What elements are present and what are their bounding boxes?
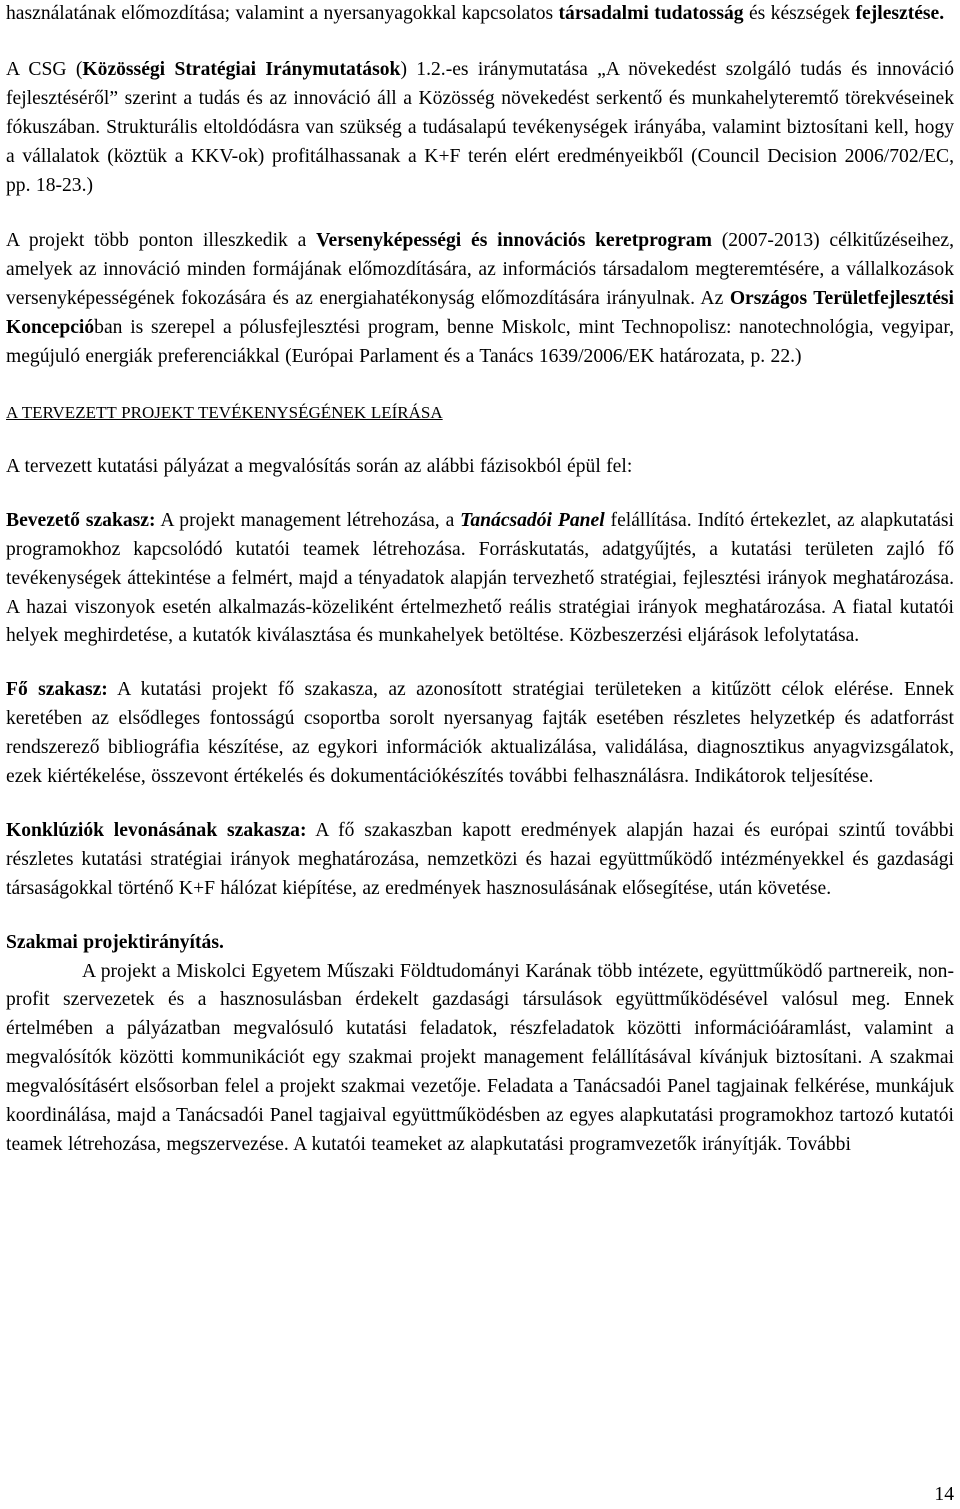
document-page: [6, 0, 954, 1160]
paragraph-conclusion-phase: Konklúziók levonásának szakasza: A fő szakaszban kapott eredmények alapján hazai és európai szintű további részletes kutatási stratégiai irányok meghatározása, nemzetközi és hazai együttműködő intézményekkel és gazdasági társaságokkal történő K+F hálózat kiépítése, az eredmények hasznosulásának elősegítése, után követése.: [6, 819, 954, 899]
bold-phrase: társadalmi tudatosság: [558, 3, 744, 24]
bold-italic-phrase: Tanácsadói Panel: [460, 509, 605, 531]
paragraph-competitiveness: A projekt több ponton illeszkedik a Versenyképességi és innovációs keretprogram (2007-2013) célkitűzéseihez, amelyek az innováció minden formájának előmozdítására, az információs társadalom megteremtésére, a vállalkozások versenyképességének fokozására és az energiahatékonyság előmozdítására irányulnak. Az Országos Területfejlesztési Koncepcióban is szerepel a pólusfejlesztési program, benne Miskolc, mint Technopolisz: nanotechnológia, vegyipar, megújuló energiák preferenciákkal (Európai Parlament és a Tanács 1639/2006/EK határozata, p. 22.): [6, 230, 955, 368]
bold-label: Fő szakasz:: [6, 679, 108, 701]
bold-phrase: Versenyképességi és innovációs keretprogram: [316, 230, 712, 252]
bold-phrase: fejlesztése.: [855, 3, 945, 24]
bold-phrase: Országos Területfejlesztési Koncepció: [6, 288, 954, 339]
paragraph-phases-intro: A tervezett kutatási pályázat a megvalósítás során az alábbi fázisokból épül fel:: [6, 455, 633, 477]
bold-label: Bevezető szakasz:: [6, 509, 156, 531]
paragraph-project-management: A projekt a Miskolci Egyetem Műszaki Földtudományi Karának több intézete, együttműködő partnereik, non-profit szervezetek és a hasznosulásban érdekelt gazdasági társulások együttműködésével valósul meg. Ennek értelmében a pályázatban megvalósuló kutatási feladatok, részfeladatok közötti információáramlást, valamint a megvalósítók közötti kommunikációt egy szakmai projekt management felállításával kívánjuk biztosítani. A szakmai megvalósításért elsősorban felel a projekt szakmai vezetője. Feladata a Tanácsadói Panel tagjainak felkérése, munkájuk koordinálása, majd a Tanácsadói Panel tagjaival együttműködésben az egyes alapkutatási programokhoz tartozó kutatói teamek létrehozása, megszervezése. A kutatói teameket az alapkutatási programvezetők irányítják. További: [6, 960, 954, 1155]
paragraph-main-phase: Fő szakasz: A kutatási projekt fő szakasza, az azonosított stratégiai területeken a kitűzött célok elérése. Ennek keretében az elsődleges fontosságú csoportba sorolt nyersanyag fajták esetében részletes helyzetkép és adatforrást rendszerező bibliográfia készítése, az egykori információk aktualizálása, validálása, diagnosztikus anyagvizsgálatok, ezek kiértékelése, összevont értékelés és dokumentációkészítés további felhasználásra. Indikátorok teljesítése.: [6, 679, 954, 788]
paragraph-csg: A CSG (Közösségi Stratégiai Iránymutatások) 1.2.-es iránymutatása „A növekedést szolgáló tudás és innováció fejlesztéséről” szerint a tudás és az innováció áll a Közösség növekedést serkentő és munkahelyteremtő törekvéseinek fókuszában. Strukturális eltoldódásra van szükség a tudásalapú tevékenységek irányába, valamint biztosítani kell, hogy a vállalatok (köztük a KKV-ok) profitálhassanak a K+F terén elért eredményeikből (Council Decision 2006/702/EC, pp. 18-23.): [6, 58, 954, 196]
bold-label: Konklúziók levonásának szakasza:: [6, 819, 307, 841]
bold-phrase: Közösségi Stratégiai Iránymutatások: [82, 58, 401, 80]
page-number: 14: [934, 1484, 954, 1505]
paragraph-intro-phase: Bevezető szakasz: A projekt management létrehozása, a Tanácsadói Panel felállítása. Indító értekezlet, az alapkutatási programokhoz kapcsolódó kutatói teamek létrehozása. Forráskutatás, adatgyűjtés, a kutatási területen zajló fő tevékenységek áttekintése a felmért, majd a tényadatok alapján tervezhető stratégiai, fejlesztési irányok meghatározása. A hazai viszonyok esetén alkalmazás-közeliként értelmezhető reális stratégiai irányok meghatározása. A fiatal kutatói helyek meghirdetése, a kutatók kiválasztása és munkahelyek betöltése. Közbeszerzési eljárások lefolytatása.: [6, 509, 954, 647]
subsection-title: Szakmai projektirányítás.: [6, 931, 224, 953]
paragraph-0: használatának előmozdítása; valamint a nyersanyagokkal kapcsolatos társadalmi tudatosság és készségek fejlesztése.: [6, 3, 945, 24]
section-heading: A TERVEZETT PROJEKT TEVÉKENYSÉGÉNEK LEÍRÁSA: [6, 402, 443, 422]
